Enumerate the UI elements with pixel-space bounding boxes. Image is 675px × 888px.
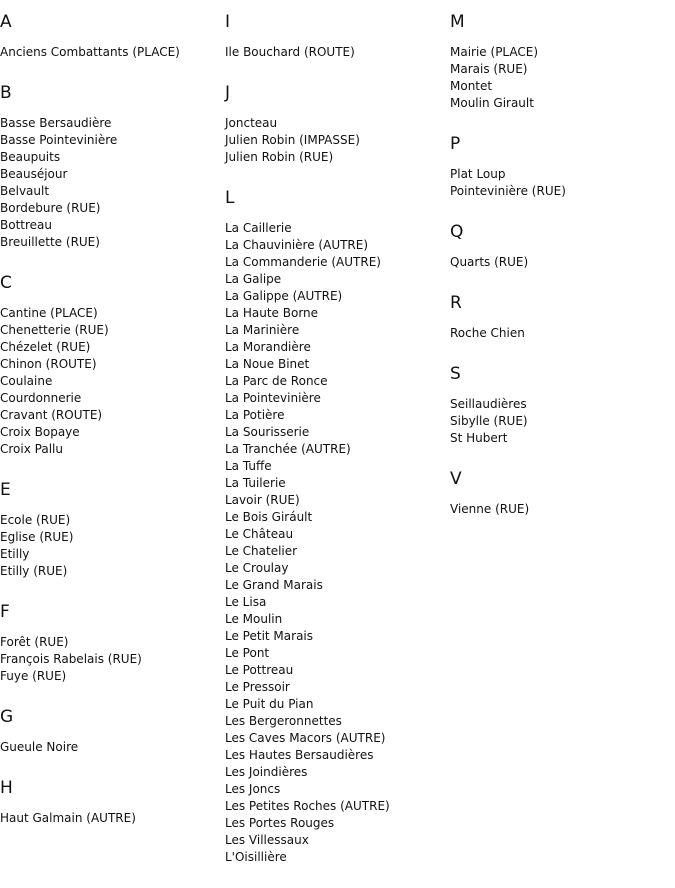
street-item[interactable]: Le Chatelier bbox=[225, 544, 298, 558]
street-item[interactable]: Les Joindières bbox=[225, 765, 308, 779]
section-letter-heading: F bbox=[0, 602, 10, 622]
section-letter-heading: P bbox=[450, 134, 461, 154]
street-item[interactable]: Belvault bbox=[0, 184, 50, 198]
letter-section bbox=[0, 602, 225, 685]
section-letter-heading: V bbox=[450, 469, 462, 489]
street-item[interactable]: La Tranchée (AUTRE) bbox=[225, 442, 351, 456]
street-list bbox=[0, 634, 225, 685]
street-item[interactable]: La Parc de Ronce bbox=[225, 374, 328, 388]
street-item[interactable]: Croix Bopaye bbox=[0, 425, 80, 439]
street-item[interactable]: La Chauvinière (AUTRE) bbox=[225, 238, 369, 252]
street-item[interactable]: Breuillette (RUE) bbox=[0, 235, 100, 249]
section-letter-heading: E bbox=[0, 480, 11, 500]
street-item[interactable]: Le Château bbox=[225, 527, 294, 541]
street-item[interactable]: Sibylle (RUE) bbox=[450, 414, 528, 428]
street-item[interactable]: Joncteau bbox=[225, 116, 278, 130]
street-item[interactable]: La Marinière bbox=[225, 323, 300, 337]
letter-section bbox=[450, 364, 675, 447]
letter-section bbox=[0, 12, 225, 61]
street-item[interactable]: Les Villessaux bbox=[225, 833, 309, 847]
section-letter-heading: S bbox=[450, 364, 461, 384]
street-item[interactable]: Basse Bersaudière bbox=[0, 116, 112, 130]
street-item[interactable]: Les Bergeronnettes bbox=[225, 714, 342, 728]
street-item[interactable]: La Tuffe bbox=[225, 459, 272, 473]
street-item[interactable]: La Noue Binet bbox=[225, 357, 310, 371]
section-letter-heading: A bbox=[0, 12, 12, 32]
street-item[interactable]: Courdonnerie bbox=[0, 391, 82, 405]
index-column-1 bbox=[0, 0, 225, 849]
street-item[interactable]: Plat Loup bbox=[450, 167, 506, 181]
street-item[interactable]: Eglise (RUE) bbox=[0, 530, 74, 544]
street-item[interactable]: Le Pottreau bbox=[225, 663, 294, 677]
letter-section bbox=[225, 188, 450, 866]
street-list bbox=[450, 166, 675, 200]
street-item[interactable]: La Pointevinière bbox=[225, 391, 321, 405]
street-item[interactable]: Les Portes Rouges bbox=[225, 816, 335, 830]
street-item[interactable]: Coulaine bbox=[0, 374, 53, 388]
street-item[interactable]: Haut Galmain (AUTRE) bbox=[0, 811, 136, 825]
street-item[interactable]: Fuye (RUE) bbox=[0, 669, 67, 683]
street-list bbox=[225, 44, 450, 61]
street-item[interactable]: Le Pressoir bbox=[225, 680, 290, 694]
street-item[interactable]: Roche Chien bbox=[450, 326, 525, 340]
street-item[interactable]: Croix Pallu bbox=[0, 442, 63, 456]
street-item[interactable]: Le Lisa bbox=[225, 595, 267, 609]
letter-section bbox=[0, 273, 225, 458]
index-column-3 bbox=[450, 0, 675, 540]
street-item[interactable]: Chézelet (RUE) bbox=[0, 340, 91, 354]
street-item[interactable]: La Potière bbox=[225, 408, 285, 422]
section-letter-heading: G bbox=[0, 707, 14, 727]
section-letter-heading: R bbox=[450, 293, 462, 313]
street-list bbox=[450, 501, 675, 518]
letter-section bbox=[225, 83, 450, 166]
street-item[interactable]: Chenetterie (RUE) bbox=[0, 323, 109, 337]
street-item[interactable]: Mairie (PLACE) bbox=[450, 45, 539, 59]
street-list bbox=[0, 115, 225, 251]
section-letter-heading: H bbox=[0, 778, 13, 798]
letter-section bbox=[450, 222, 675, 271]
street-item[interactable]: Le Moulin bbox=[225, 612, 283, 626]
section-letter-heading: B bbox=[0, 83, 12, 103]
street-item[interactable]: La Commanderie (AUTRE) bbox=[225, 255, 381, 269]
letter-section bbox=[450, 293, 675, 342]
street-item[interactable]: Forêt (RUE) bbox=[0, 635, 69, 649]
letter-section bbox=[0, 707, 225, 756]
street-item[interactable]: Pointevinière (RUE) bbox=[450, 184, 566, 198]
street-item[interactable]: Cravant (ROUTE) bbox=[0, 408, 103, 422]
street-item[interactable]: La Caillerie bbox=[225, 221, 292, 235]
street-list bbox=[450, 254, 675, 271]
street-item[interactable]: Le Petit Marais bbox=[225, 629, 314, 643]
section-letter-heading: J bbox=[225, 83, 231, 103]
street-item[interactable]: Etilly (RUE) bbox=[0, 564, 68, 578]
street-list bbox=[450, 325, 675, 342]
letter-section bbox=[0, 480, 225, 580]
street-item[interactable]: Le Puit du Pian bbox=[225, 697, 314, 711]
section-letter-heading: I bbox=[225, 12, 231, 32]
street-item[interactable]: Moulin Girault bbox=[450, 96, 534, 110]
street-list bbox=[0, 512, 225, 580]
letter-section bbox=[450, 134, 675, 200]
street-item[interactable]: Vienne (RUE) bbox=[450, 502, 530, 516]
letter-section bbox=[450, 12, 675, 112]
letter-section bbox=[0, 83, 225, 251]
street-item[interactable]: Quarts (RUE) bbox=[450, 255, 529, 269]
street-item[interactable]: Bottreau bbox=[0, 218, 52, 232]
street-item[interactable]: La Galippe (AUTRE) bbox=[225, 289, 343, 303]
street-item[interactable]: Le Croulay bbox=[225, 561, 289, 575]
section-letter-heading: M bbox=[450, 12, 465, 32]
street-item[interactable]: La Morandière bbox=[225, 340, 311, 354]
street-item[interactable]: La Tuilerie bbox=[225, 476, 286, 490]
street-item[interactable]: Gueule Noire bbox=[0, 740, 79, 754]
street-item[interactable]: Anciens Combattants (PLACE) bbox=[0, 45, 180, 59]
street-item[interactable]: Les Caves Macors (AUTRE) bbox=[225, 731, 386, 745]
street-list bbox=[225, 220, 450, 866]
street-item[interactable]: François Rabelais (RUE) bbox=[0, 652, 142, 666]
street-list bbox=[225, 115, 450, 166]
street-item[interactable]: Etilly bbox=[0, 547, 30, 561]
street-list bbox=[0, 305, 225, 458]
street-item[interactable]: L'Oisillière bbox=[225, 850, 287, 864]
street-item[interactable]: Beaupuits bbox=[0, 150, 61, 164]
street-item[interactable]: Ecole (RUE) bbox=[0, 513, 71, 527]
section-letter-heading: C bbox=[0, 273, 12, 293]
street-item[interactable]: Marais (RUE) bbox=[450, 62, 528, 76]
street-item[interactable]: St Hubert bbox=[450, 431, 508, 445]
street-list bbox=[450, 396, 675, 447]
street-item[interactable]: Les Petites Roches (AUTRE) bbox=[225, 799, 390, 813]
street-item[interactable]: Montet bbox=[450, 79, 493, 93]
index-column-2 bbox=[225, 0, 450, 888]
street-item[interactable]: Beauséjour bbox=[0, 167, 68, 181]
street-item[interactable]: Ile Bouchard (ROUTE) bbox=[225, 45, 355, 59]
street-item[interactable]: Julien Robin (IMPASSE) bbox=[225, 133, 360, 147]
street-list bbox=[450, 44, 675, 112]
street-item[interactable]: La Galipe bbox=[225, 272, 282, 286]
street-list bbox=[0, 739, 225, 756]
street-item[interactable]: Le Bois Giráult bbox=[225, 510, 313, 524]
street-list bbox=[0, 810, 225, 827]
street-item[interactable]: Seillaudières bbox=[450, 397, 527, 411]
street-item[interactable]: La Sourisserie bbox=[225, 425, 310, 439]
letter-section bbox=[0, 778, 225, 827]
street-item[interactable]: Les Joncs bbox=[225, 782, 281, 796]
letter-section bbox=[450, 469, 675, 518]
street-item[interactable]: Basse Pointevinière bbox=[0, 133, 118, 147]
street-item[interactable]: Bordebure (RUE) bbox=[0, 201, 101, 215]
street-list bbox=[0, 44, 225, 61]
street-item[interactable]: Les Hautes Bersaudières bbox=[225, 748, 374, 762]
letter-section bbox=[225, 12, 450, 61]
street-item[interactable]: Chinon (ROUTE) bbox=[0, 357, 97, 371]
street-item[interactable]: Cantine (PLACE) bbox=[0, 306, 98, 320]
street-item[interactable]: Lavoir (RUE) bbox=[225, 493, 300, 507]
street-item[interactable]: Le Grand Marais bbox=[225, 578, 323, 592]
section-letter-heading: Q bbox=[450, 222, 464, 242]
street-item[interactable]: La Haute Borne bbox=[225, 306, 319, 320]
street-item[interactable]: Le Pont bbox=[225, 646, 270, 660]
section-letter-heading: L bbox=[225, 188, 235, 208]
street-item[interactable]: Julien Robin (RUE) bbox=[225, 150, 334, 164]
